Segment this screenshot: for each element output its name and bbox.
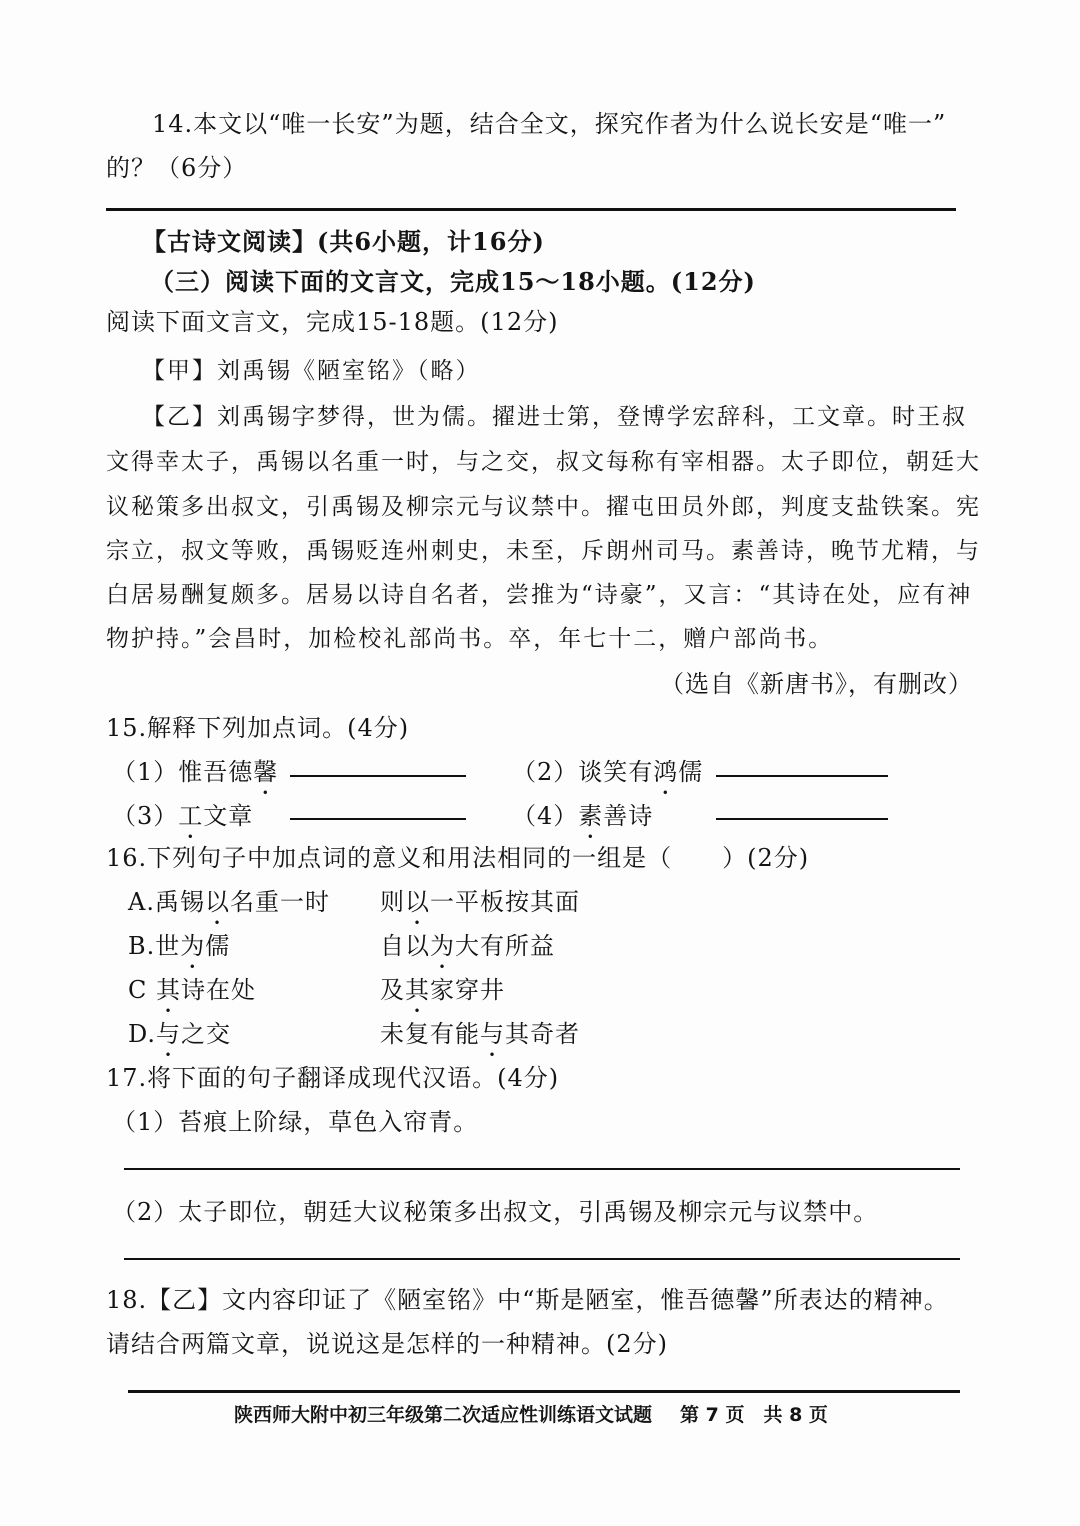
q15-blank-3[interactable] (290, 818, 466, 820)
q15-item-1-text: 惟吾德 (178, 758, 254, 786)
q16-option-b-label: B. (128, 932, 156, 960)
q18-line1: 18.【乙】文内容印证了《陋室铭》中“斯是陋室，惟吾德馨”所表达的精神。 (106, 1286, 949, 1314)
q16-option-d-dotted-word: 与 (156, 1020, 182, 1048)
footer-exam-title: 陕西师大附中初三年级第二次适应性训练语文试题 (234, 1404, 653, 1426)
q14-line2: 的？（6分） (106, 154, 248, 182)
q16-option-c-compare-text: 及 (380, 976, 405, 1004)
q15-item-2 (512, 752, 703, 800)
q15-item-2-tail: 儒 (678, 758, 704, 786)
q15-blank-2[interactable] (716, 775, 888, 777)
q16-option-a[interactable] (128, 882, 728, 930)
passage-jia: 【甲】刘禹锡《陋室铭》（略） (142, 358, 481, 384)
q15-item-1-dotted-word: 馨 (253, 758, 279, 786)
q16-option-a-compare-tail: 一平板按其面 (430, 888, 580, 916)
section-title: 【古诗文阅读】(共6小题，计16分) (142, 227, 545, 256)
q16-option-c[interactable] (128, 970, 728, 1018)
q16-option-a-dotted-word: 以 (204, 888, 230, 916)
q15-item-1 (112, 752, 278, 800)
passage-yi-line-5: 白居易酬复颇多。居易以诗自名者，尝推为“诗豪”，又言：“其诗在处，应有神 (106, 582, 973, 608)
q14-line1: 14.本文以“唯一长安”为题，结合全文，探究作者为什么说长安是“唯一” (152, 110, 947, 138)
q15-item-3-dotted-word: 工 (178, 802, 204, 830)
q15-item-4-num: （4） (512, 802, 579, 830)
footer-rule (128, 1390, 960, 1393)
passage-yi-line-6: 物护持。”会昌时，加检校礼部尚书。卒，年七十二，赠户部尚书。 (106, 626, 834, 652)
passage-yi-line-1: 【乙】刘禹锡字梦得，世为儒。擢进士第，登博学宏辞科，工文章。时王叔 (142, 404, 967, 430)
q16-option-c-tail: 诗在处 (181, 976, 256, 1004)
q16-option-a-label: A. (128, 888, 155, 916)
q15-item-3-tail: 文章 (203, 802, 254, 830)
q16-option-d-label: D. (128, 1020, 157, 1048)
section-intro: 阅读下面文言文，完成15-18题。(12分) (106, 308, 559, 336)
passage-yi-line-4: 宗立，叔文等败，禹锡贬连州刺史，未至，斥朗州司马。素善诗，晚节尤精，与 (106, 538, 981, 564)
q15-item-2-text: 谈笑有 (578, 758, 654, 786)
q17-answer-line-2[interactable] (124, 1258, 960, 1260)
q16-option-c-compare-dotted-word: 其 (405, 976, 430, 1004)
answer-rule-q14 (106, 208, 956, 211)
q16-option-a-tail: 名重一时 (229, 888, 330, 916)
q16-option-a-compare (380, 882, 580, 930)
q16-option-b-compare (380, 926, 555, 974)
q16-option-d-compare-text: 未复有能 (380, 1020, 480, 1048)
q16-option-b-compare-text: 自以 (380, 932, 430, 960)
q15-blank-1[interactable] (290, 775, 466, 777)
q17-answer-line-1[interactable] (124, 1168, 960, 1170)
q16-option-b-tail: 儒 (205, 932, 231, 960)
q16-option-c-compare-tail: 家穿井 (430, 976, 505, 1004)
q16-option-b-text: 世 (155, 932, 181, 960)
passage-yi-line-2: 文得幸太子，禹锡以名重一时，与之交，叔文每称有宰相器。太子即位，朝廷大 (106, 449, 981, 475)
q16-option-d-compare-tail: 其奇者 (505, 1020, 580, 1048)
q15-item-1-num: （1） (112, 758, 179, 786)
q16-option-d[interactable] (128, 1014, 728, 1062)
q16-option-c-label: C (128, 976, 156, 1004)
q16-stem: 16.下列句子中加点词的意义和用法相同的一组是（ ）(2分) (106, 844, 810, 872)
section-subtitle: （三）阅读下面的文言文，完成15～18小题。(12分) (150, 267, 756, 296)
q16-option-b[interactable] (128, 926, 728, 974)
q15-item-4 (512, 796, 653, 844)
q15-item-3-num: （3） (112, 802, 179, 830)
q17-sentence-1: （1）苔痕上阶绿，草色入帘青。 (112, 1108, 479, 1136)
q18-line2: 请结合两篇文章，说说这是怎样的一种精神。(2分) (106, 1330, 668, 1358)
q16-option-a-compare-dotted-word: 以 (405, 888, 430, 916)
q15-item-4-dotted-word: 素 (578, 802, 604, 830)
q16-option-c-compare (380, 970, 505, 1018)
q15-blank-4[interactable] (716, 818, 888, 820)
q15-item-4-tail: 善诗 (603, 802, 654, 830)
q16-option-b-compare-dotted-word: 为 (430, 932, 455, 960)
passage-source: （选自《新唐书》，有删改） (660, 670, 973, 698)
q16-option-c-dotted-word: 其 (156, 976, 181, 1004)
q16-option-a-compare-text: 则 (380, 888, 405, 916)
q17-stem: 17.将下面的句子翻译成现代汉语。(4分) (106, 1064, 560, 1092)
q17-sentence-2: （2）太子即位，朝廷大议秘策多出叔文，引禹锡及柳宗元与议禁中。 (112, 1198, 879, 1226)
passage-yi-line-3: 议秘策多出叔文，引禹锡及柳宗元与议禁中。擢屯田员外郎，判度支盐铁案。宪 (106, 494, 981, 520)
q15-item-2-num: （2） (512, 758, 579, 786)
q15-stem: 15.解释下列加点词。(4分) (106, 714, 410, 742)
q16-option-d-compare (380, 1014, 580, 1062)
q16-option-d-compare-dotted-word: 与 (480, 1020, 505, 1048)
q16-option-d-tail: 之交 (181, 1020, 232, 1048)
q15-item-2-dotted-word: 鸿 (653, 758, 679, 786)
q16-option-b-dotted-word: 为 (180, 932, 206, 960)
q16-option-b-compare-tail: 大有所益 (455, 932, 555, 960)
q16-option-a-text: 禹锡 (154, 888, 205, 916)
footer-page-number: 第 7 页 共 8 页 (680, 1404, 828, 1426)
q15-item-3 (112, 796, 253, 844)
